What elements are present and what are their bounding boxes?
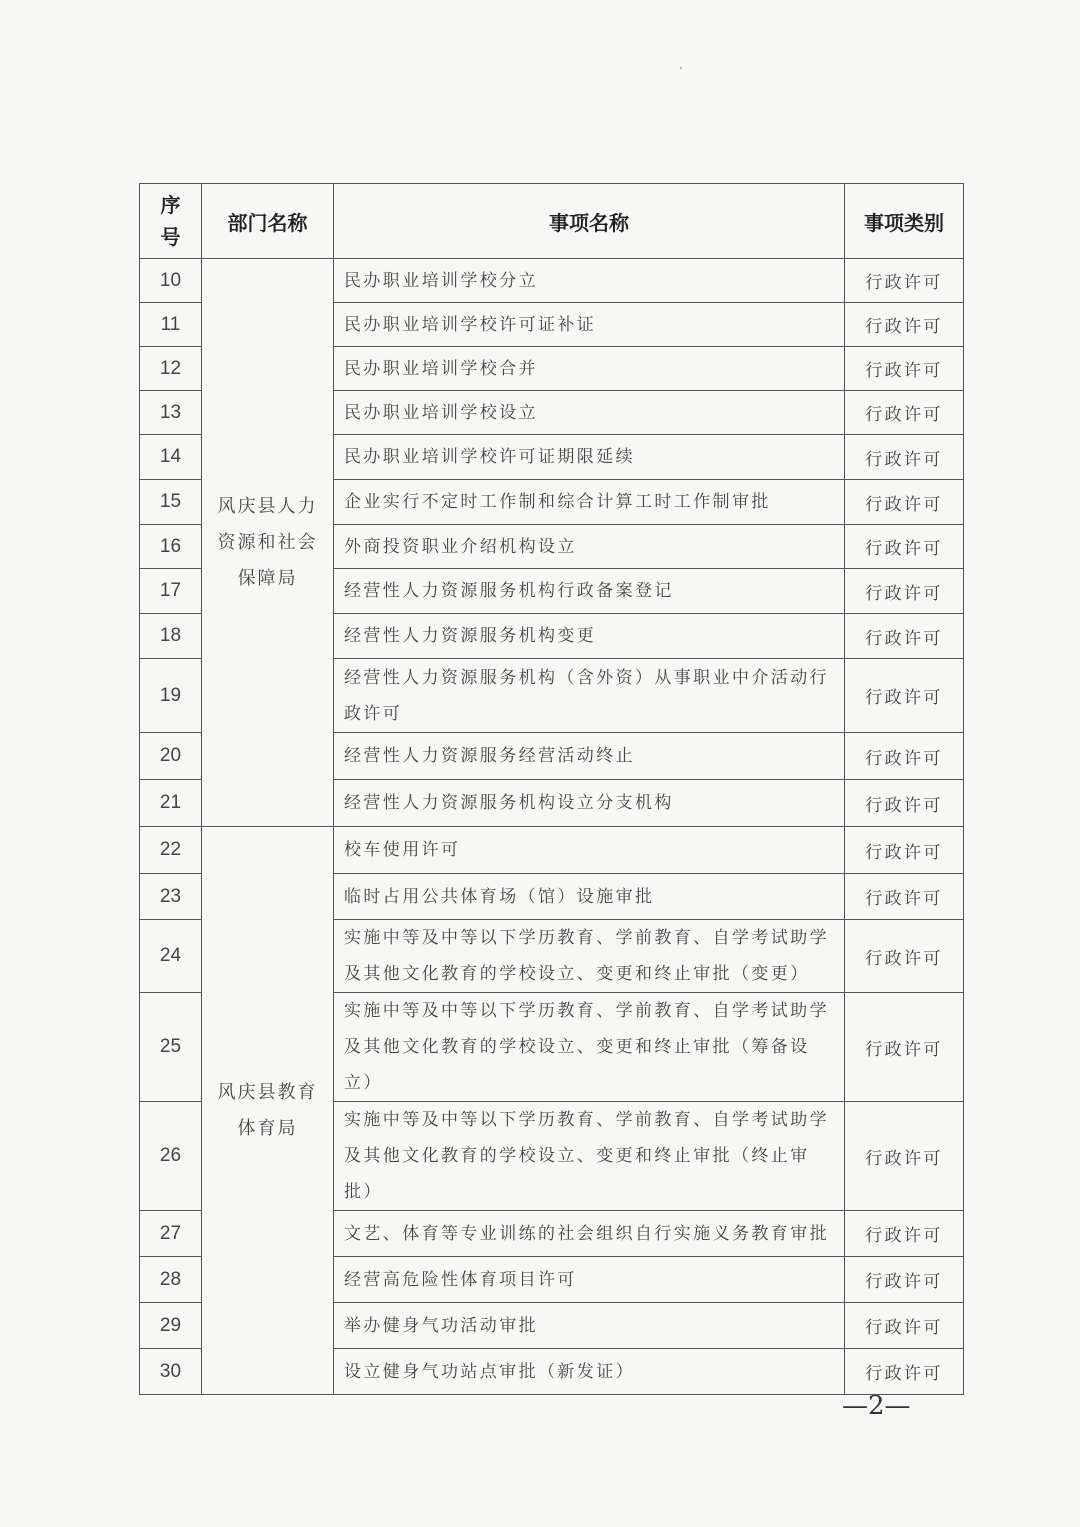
- row-number: 28: [140, 1257, 202, 1303]
- item-type: 行政许可: [845, 480, 964, 525]
- scan-speck: [680, 67, 682, 69]
- item-name: 外商投资职业介绍机构设立: [334, 525, 845, 569]
- item-name: 经营性人力资源服务机构设立分支机构: [334, 780, 845, 827]
- header-seq: [140, 184, 202, 259]
- item-name: 民办职业培训学校设立: [334, 391, 845, 435]
- item-type: 行政许可: [845, 827, 964, 874]
- item-type: 行政许可: [845, 569, 964, 614]
- item-type: 行政许可: [845, 920, 964, 993]
- item-name: 经营性人力资源服务经营活动终止: [334, 733, 845, 780]
- item-type: 行政许可: [845, 780, 964, 827]
- item-type: 行政许可: [845, 1211, 964, 1257]
- item-type: 行政许可: [845, 733, 964, 780]
- item-name: 经营性人力资源服务机构行政备案登记: [334, 569, 845, 614]
- department-name-line: 风庆县人力: [217, 495, 318, 517]
- item-name: 企业实行不定时工作制和综合计算工时工作制审批: [334, 480, 845, 525]
- row-number: 13: [140, 391, 202, 435]
- item-name: 校车使用许可: [334, 827, 845, 874]
- item-name: 民办职业培训学校许可证期限延续: [334, 435, 845, 480]
- item-type: 行政许可: [845, 259, 964, 303]
- item-name: 经营性人力资源服务机构（含外资）从事职业中介活动行政许可: [334, 659, 845, 733]
- item-name: 实施中等及中等以下学历教育、学前教育、自学考试助学及其他文化教育的学校设立、变更和终止审批（终止审批）: [334, 1102, 845, 1211]
- row-number: 26: [140, 1102, 202, 1211]
- item-type: 行政许可: [845, 303, 964, 347]
- item-type: 行政许可: [845, 993, 964, 1102]
- department-name: [202, 259, 334, 827]
- item-name: 设立健身气功站点审批（新发证）: [334, 1349, 845, 1395]
- row-number: 25: [140, 993, 202, 1102]
- row-number: 24: [140, 920, 202, 993]
- item-type: 行政许可: [845, 614, 964, 659]
- department-name-line: 保障局: [237, 567, 298, 589]
- row-number: 14: [140, 435, 202, 480]
- item-type: 行政许可: [845, 391, 964, 435]
- item-name: 临时占用公共体育场（馆）设施审批: [334, 874, 845, 920]
- item-name: 文艺、体育等专业训练的社会组织自行实施义务教育审批: [334, 1211, 845, 1257]
- page-number: —2—: [842, 1391, 911, 1421]
- row-number: 19: [140, 659, 202, 733]
- item-type: 行政许可: [845, 659, 964, 733]
- row-number: 17: [140, 569, 202, 614]
- row-number: 29: [140, 1303, 202, 1349]
- item-name: 经营性人力资源服务机构变更: [334, 614, 845, 659]
- item-name: 民办职业培训学校许可证补证: [334, 303, 845, 347]
- item-name: 经营高危险性体育项目许可: [334, 1257, 845, 1303]
- item-type: 行政许可: [845, 1257, 964, 1303]
- item-name: 实施中等及中等以下学历教育、学前教育、自学考试助学及其他文化教育的学校设立、变更和终止审批（筹备设立）: [334, 993, 845, 1102]
- row-number: 12: [140, 347, 202, 391]
- item-type: 行政许可: [845, 1102, 964, 1211]
- row-number: 10: [140, 259, 202, 303]
- header-item: 事项名称: [334, 184, 845, 259]
- row-number: 18: [140, 614, 202, 659]
- table-row: [140, 827, 964, 874]
- item-type: 行政许可: [845, 1303, 964, 1349]
- table-header-row: [140, 184, 964, 259]
- item-name: 实施中等及中等以下学历教育、学前教育、自学考试助学及其他文化教育的学校设立、变更和终止审批（变更）: [334, 920, 845, 993]
- department-name-line: 体育局: [237, 1117, 298, 1139]
- item-name: 民办职业培训学校分立: [334, 259, 845, 303]
- department-name: [202, 827, 334, 1395]
- row-number: 16: [140, 525, 202, 569]
- items-table: [139, 183, 964, 1395]
- row-number: 23: [140, 874, 202, 920]
- item-type: 行政许可: [845, 874, 964, 920]
- item-type: 行政许可: [845, 525, 964, 569]
- row-number: 22: [140, 827, 202, 874]
- item-name: 举办健身气功活动审批: [334, 1303, 845, 1349]
- row-number: 20: [140, 733, 202, 780]
- item-type: 行政许可: [845, 1349, 964, 1395]
- table-row: [140, 259, 964, 303]
- header-dept: 部门名称: [202, 184, 334, 259]
- item-type: 行政许可: [845, 435, 964, 480]
- row-number: 15: [140, 480, 202, 525]
- table-body: [140, 259, 964, 1395]
- header-seq-top: 序: [160, 193, 181, 217]
- header-type: 事项类别: [845, 184, 964, 259]
- row-number: 30: [140, 1349, 202, 1395]
- row-number: 21: [140, 780, 202, 827]
- row-number: 11: [140, 303, 202, 347]
- item-type: 行政许可: [845, 347, 964, 391]
- header-seq-bottom: 号: [160, 225, 181, 249]
- row-number: 27: [140, 1211, 202, 1257]
- department-name-line: 风庆县教育: [217, 1081, 318, 1103]
- department-name-line: 资源和社会: [217, 531, 318, 553]
- item-name: 民办职业培训学校合并: [334, 347, 845, 391]
